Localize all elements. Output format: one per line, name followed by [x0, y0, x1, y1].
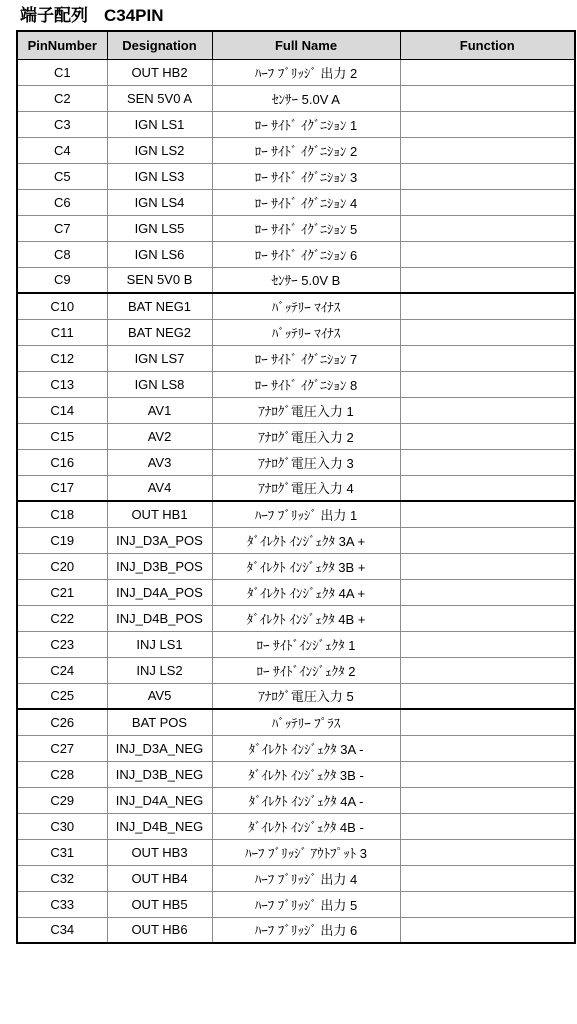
full-name-cell: ﾀﾞｲﾚｸﾄ ｲﾝｼﾞｪｸﾀ 4A +	[212, 579, 400, 605]
designation-cell: OUT HB5	[107, 891, 212, 917]
full-name-cell: ﾛｰ ｻｲﾄﾞ ｲｸﾞﾆｼｮﾝ 5	[212, 215, 400, 241]
function-cell	[400, 631, 575, 657]
full-name-cell: ｾﾝｻｰ 5.0V B	[212, 267, 400, 293]
pin-number-cell: C9	[17, 267, 107, 293]
function-cell	[400, 85, 575, 111]
table-row	[17, 267, 575, 293]
designation-cell: INJ_D3B_POS	[107, 553, 212, 579]
function-cell	[400, 917, 575, 943]
pin-number-cell: C15	[17, 423, 107, 449]
pin-number-cell: C28	[17, 761, 107, 787]
function-cell	[400, 293, 575, 319]
pin-number-cell: C19	[17, 527, 107, 553]
pin-number-cell: C17	[17, 475, 107, 501]
full-name-cell: ﾊﾞｯﾃﾘｰ ﾏｲﾅｽ	[212, 293, 400, 319]
full-name-cell: ﾛｰ ｻｲﾄﾞｲﾝｼﾞｪｸﾀ 2	[212, 657, 400, 683]
function-cell	[400, 267, 575, 293]
pin-table-body	[17, 59, 575, 943]
designation-cell: INJ_D4B_POS	[107, 605, 212, 631]
function-cell	[400, 423, 575, 449]
designation-cell: INJ_D3A_POS	[107, 527, 212, 553]
function-cell	[400, 813, 575, 839]
designation-cell: OUT HB6	[107, 917, 212, 943]
full-name-cell: ﾀﾞｲﾚｸﾄ ｲﾝｼﾞｪｸﾀ 4A -	[212, 787, 400, 813]
function-cell	[400, 319, 575, 345]
designation-cell: IGN LS6	[107, 241, 212, 267]
designation-cell: OUT HB2	[107, 59, 212, 85]
designation-cell: OUT HB4	[107, 865, 212, 891]
pin-number-cell: C32	[17, 865, 107, 891]
pin-number-cell: C4	[17, 137, 107, 163]
designation-cell: BAT POS	[107, 709, 212, 735]
designation-cell: INJ_D4B_NEG	[107, 813, 212, 839]
designation-cell: BAT NEG1	[107, 293, 212, 319]
full-name-cell: ﾀﾞｲﾚｸﾄ ｲﾝｼﾞｪｸﾀ 3B +	[212, 553, 400, 579]
designation-cell: INJ_D3A_NEG	[107, 735, 212, 761]
table-row	[17, 163, 575, 189]
designation-cell: OUT HB3	[107, 839, 212, 865]
designation-cell: AV5	[107, 683, 212, 709]
function-cell	[400, 605, 575, 631]
function-cell	[400, 865, 575, 891]
designation-cell: INJ_D4A_NEG	[107, 787, 212, 813]
function-cell	[400, 761, 575, 787]
table-row	[17, 631, 575, 657]
table-row	[17, 813, 575, 839]
pin-number-cell: C29	[17, 787, 107, 813]
table-row	[17, 423, 575, 449]
function-cell	[400, 111, 575, 137]
designation-cell: IGN LS2	[107, 137, 212, 163]
designation-cell: IGN LS1	[107, 111, 212, 137]
pin-number-cell: C23	[17, 631, 107, 657]
table-row	[17, 293, 575, 319]
function-cell	[400, 449, 575, 475]
pin-number-cell: C5	[17, 163, 107, 189]
title-label: 端子配列	[20, 6, 88, 25]
designation-cell: SEN 5V0 A	[107, 85, 212, 111]
table-row	[17, 319, 575, 345]
designation-cell: OUT HB1	[107, 501, 212, 527]
full-name-cell: ﾛｰ ｻｲﾄﾞ ｲｸﾞﾆｼｮﾝ 3	[212, 163, 400, 189]
function-cell	[400, 501, 575, 527]
designation-cell: INJ LS2	[107, 657, 212, 683]
pin-number-cell: C34	[17, 917, 107, 943]
designation-cell: AV2	[107, 423, 212, 449]
function-cell	[400, 709, 575, 735]
pin-number-cell: C27	[17, 735, 107, 761]
full-name-cell: ﾊｰﾌ ﾌﾞﾘｯｼﾞ ｱｳﾄﾌﾟｯﾄ 3	[212, 839, 400, 865]
full-name-cell: ﾊｰﾌ ﾌﾞﾘｯｼﾞ 出力 1	[212, 501, 400, 527]
table-row	[17, 527, 575, 553]
full-name-cell: ｱﾅﾛｸﾞ電圧入力 2	[212, 423, 400, 449]
pin-number-cell: C14	[17, 397, 107, 423]
pin-number-cell: C24	[17, 657, 107, 683]
connector-name: C34PIN	[104, 6, 164, 25]
pin-number-cell: C13	[17, 371, 107, 397]
designation-cell: SEN 5V0 B	[107, 267, 212, 293]
pin-number-cell: C12	[17, 345, 107, 371]
function-cell	[400, 189, 575, 215]
table-row	[17, 709, 575, 735]
table-row	[17, 397, 575, 423]
full-name-cell: ﾀﾞｲﾚｸﾄ ｲﾝｼﾞｪｸﾀ 4B +	[212, 605, 400, 631]
pin-number-cell: C7	[17, 215, 107, 241]
full-name-cell: ﾛｰ ｻｲﾄﾞ ｲｸﾞﾆｼｮﾝ 8	[212, 371, 400, 397]
designation-cell: INJ_D4A_POS	[107, 579, 212, 605]
function-cell	[400, 241, 575, 267]
function-cell	[400, 527, 575, 553]
pin-table	[16, 30, 576, 944]
pin-number-cell: C2	[17, 85, 107, 111]
designation-cell: IGN LS8	[107, 371, 212, 397]
table-row	[17, 787, 575, 813]
full-name-cell: ﾊｰﾌ ﾌﾞﾘｯｼﾞ 出力 2	[212, 59, 400, 85]
designation-cell: IGN LS3	[107, 163, 212, 189]
table-row	[17, 85, 575, 111]
pin-number-cell: C21	[17, 579, 107, 605]
full-name-cell: ﾀﾞｲﾚｸﾄ ｲﾝｼﾞｪｸﾀ 4B -	[212, 813, 400, 839]
pin-number-cell: C30	[17, 813, 107, 839]
full-name-cell: ﾛｰ ｻｲﾄﾞ ｲｸﾞﾆｼｮﾝ 6	[212, 241, 400, 267]
full-name-cell: ﾛｰ ｻｲﾄﾞ ｲｸﾞﾆｼｮﾝ 2	[212, 137, 400, 163]
full-name-cell: ｱﾅﾛｸﾞ電圧入力 3	[212, 449, 400, 475]
table-row	[17, 917, 575, 943]
header-function: Function	[400, 31, 575, 59]
designation-cell: AV3	[107, 449, 212, 475]
full-name-cell: ﾛｰ ｻｲﾄﾞｲﾝｼﾞｪｸﾀ 1	[212, 631, 400, 657]
table-row	[17, 345, 575, 371]
table-row	[17, 761, 575, 787]
pin-number-cell: C11	[17, 319, 107, 345]
table-row	[17, 891, 575, 917]
designation-cell: INJ LS1	[107, 631, 212, 657]
designation-cell: AV1	[107, 397, 212, 423]
function-cell	[400, 59, 575, 85]
function-cell	[400, 787, 575, 813]
function-cell	[400, 475, 575, 501]
function-cell	[400, 735, 575, 761]
pin-number-cell: C16	[17, 449, 107, 475]
function-cell	[400, 553, 575, 579]
table-row	[17, 839, 575, 865]
function-cell	[400, 891, 575, 917]
function-cell	[400, 839, 575, 865]
pin-number-cell: C31	[17, 839, 107, 865]
table-row	[17, 579, 575, 605]
pin-number-cell: C3	[17, 111, 107, 137]
designation-cell: BAT NEG2	[107, 319, 212, 345]
pin-number-cell: C1	[17, 59, 107, 85]
table-row	[17, 371, 575, 397]
table-row	[17, 501, 575, 527]
table-row	[17, 111, 575, 137]
table-row	[17, 241, 575, 267]
full-name-cell: ﾀﾞｲﾚｸﾄ ｲﾝｼﾞｪｸﾀ 3B -	[212, 761, 400, 787]
full-name-cell: ｱﾅﾛｸﾞ電圧入力 5	[212, 683, 400, 709]
pin-number-cell: C18	[17, 501, 107, 527]
table-row	[17, 657, 575, 683]
full-name-cell: ﾀﾞｲﾚｸﾄ ｲﾝｼﾞｪｸﾀ 3A +	[212, 527, 400, 553]
full-name-cell: ﾛｰ ｻｲﾄﾞ ｲｸﾞﾆｼｮﾝ 1	[212, 111, 400, 137]
full-name-cell: ｱﾅﾛｸﾞ電圧入力 4	[212, 475, 400, 501]
header-designation: Designation	[107, 31, 212, 59]
designation-cell: AV4	[107, 475, 212, 501]
full-name-cell: ﾛｰ ｻｲﾄﾞ ｲｸﾞﾆｼｮﾝ 7	[212, 345, 400, 371]
pin-number-cell: C33	[17, 891, 107, 917]
function-cell	[400, 215, 575, 241]
designation-cell: INJ_D3B_NEG	[107, 761, 212, 787]
table-row	[17, 735, 575, 761]
table-row	[17, 683, 575, 709]
table-row	[17, 215, 575, 241]
full-name-cell: ﾊｰﾌ ﾌﾞﾘｯｼﾞ 出力 4	[212, 865, 400, 891]
designation-cell: IGN LS4	[107, 189, 212, 215]
full-name-cell: ｾﾝｻｰ 5.0V A	[212, 85, 400, 111]
header-row	[17, 31, 575, 59]
pin-number-cell: C10	[17, 293, 107, 319]
table-row	[17, 475, 575, 501]
full-name-cell: ﾊﾞｯﾃﾘｰ ﾏｲﾅｽ	[212, 319, 400, 345]
full-name-cell: ﾊｰﾌ ﾌﾞﾘｯｼﾞ 出力 5	[212, 891, 400, 917]
header-pin-number: PinNumber	[17, 31, 107, 59]
table-row	[17, 137, 575, 163]
function-cell	[400, 345, 575, 371]
pin-number-cell: C20	[17, 553, 107, 579]
designation-cell: IGN LS7	[107, 345, 212, 371]
table-row	[17, 449, 575, 475]
designation-cell: IGN LS5	[107, 215, 212, 241]
function-cell	[400, 137, 575, 163]
pin-number-cell: C8	[17, 241, 107, 267]
header-full-name: Full Name	[212, 31, 400, 59]
pin-number-cell: C6	[17, 189, 107, 215]
full-name-cell: ﾊﾞｯﾃﾘｰ ﾌﾟﾗｽ	[212, 709, 400, 735]
page-title	[20, 4, 164, 28]
full-name-cell: ﾊｰﾌ ﾌﾞﾘｯｼﾞ 出力 6	[212, 917, 400, 943]
function-cell	[400, 163, 575, 189]
function-cell	[400, 657, 575, 683]
function-cell	[400, 397, 575, 423]
function-cell	[400, 371, 575, 397]
full-name-cell: ｱﾅﾛｸﾞ電圧入力 1	[212, 397, 400, 423]
table-row	[17, 865, 575, 891]
pin-number-cell: C26	[17, 709, 107, 735]
pin-number-cell: C25	[17, 683, 107, 709]
function-cell	[400, 579, 575, 605]
table-row	[17, 605, 575, 631]
table-row	[17, 553, 575, 579]
table-row	[17, 189, 575, 215]
full-name-cell: ﾛｰ ｻｲﾄﾞ ｲｸﾞﾆｼｮﾝ 4	[212, 189, 400, 215]
function-cell	[400, 683, 575, 709]
table-row	[17, 59, 575, 85]
pin-number-cell: C22	[17, 605, 107, 631]
full-name-cell: ﾀﾞｲﾚｸﾄ ｲﾝｼﾞｪｸﾀ 3A -	[212, 735, 400, 761]
